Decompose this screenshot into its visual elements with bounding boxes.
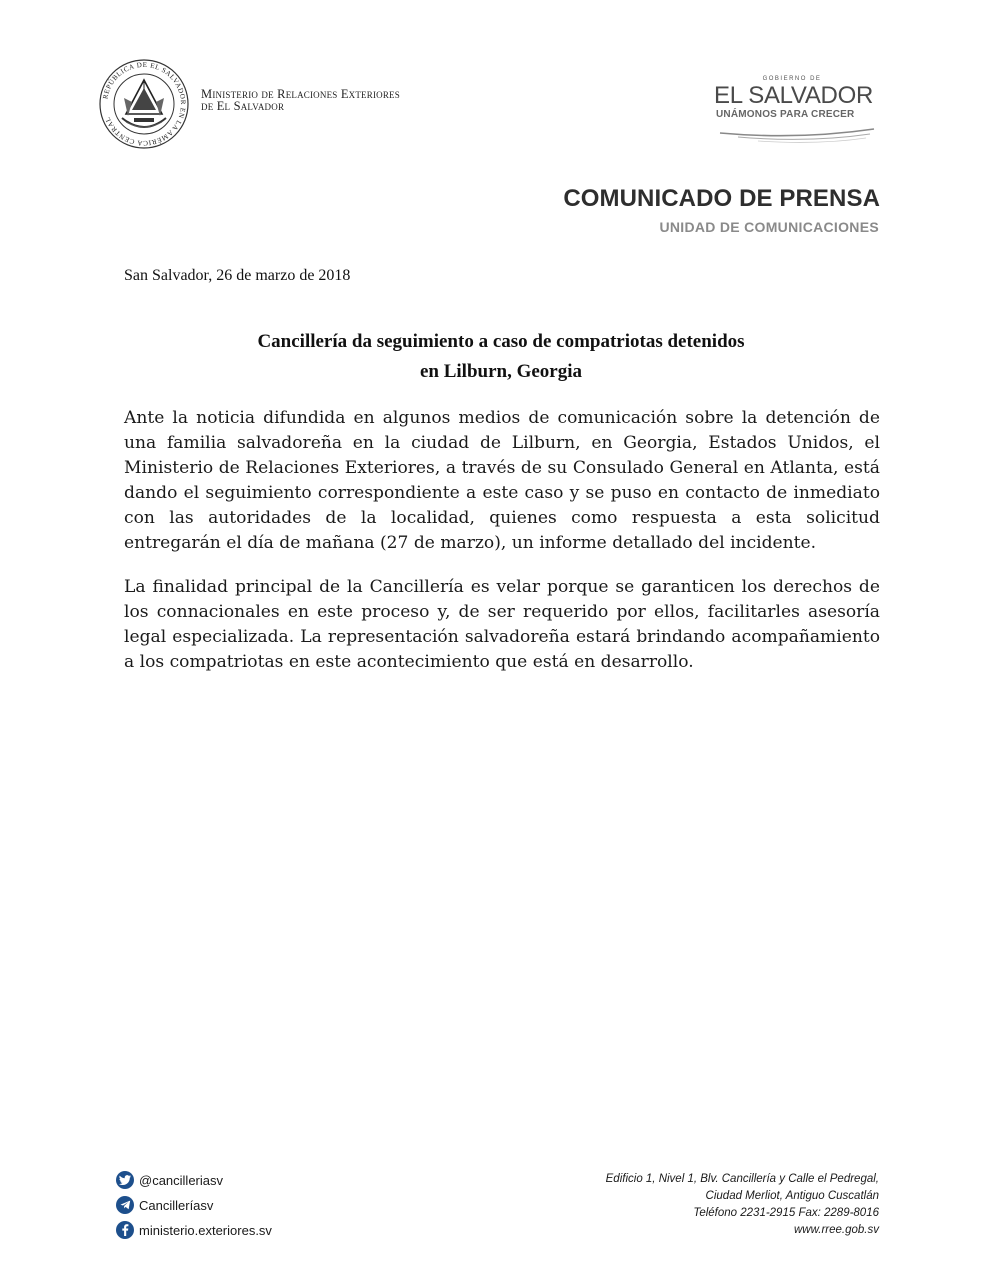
telegram-link[interactable] [116, 1195, 272, 1215]
facebook-link[interactable] [116, 1220, 272, 1240]
address-line-1: Edificio 1, Nivel 1, Blv. Cancillería y Calle el Pedregal, [605, 1173, 879, 1185]
gob-small-label: GOBIERNO DE [762, 76, 822, 82]
svg-text:REPÚBLICA DE EL SALVADOR EN LA: REPÚBLICA DE EL SALVADOR EN LA AMÉRICA CENTRAL [101, 60, 188, 148]
date-line: San Salvador, 26 de marzo de 2018 [124, 267, 351, 284]
body-paragraph-1: Ante la noticia difundida en algunos medios de comunicación sobre la detención de una familia salvadoreña en la ciudad de Lilburn, en Georgia, Estados Unidos, el Ministerio de Relaciones Exteriores, a través de su Consulado General en Atlanta, está dando el seguimiento correspondiente a este caso y se puso en contacto de inmediato con las autoridades de la localidad, quienes como respuesta a esta solicitud entregarán el día de mañana (27 de marzo), un informe detallado del incidente. [124, 408, 880, 553]
headline [124, 327, 878, 387]
twitter-link[interactable] [116, 1170, 272, 1190]
body-paragraph-2: La finalidad principal de la Cancillería es velar porque se garanticen los derechos de los connacionales en este proceso y, de ser requerido por ellos, facilitarles asesoría legal especializada. La representación salvadoreña estará brindando acompañamiento a los compatriotas en este acontecimiento que está en desarrollo. [124, 577, 880, 672]
footer-address [606, 1171, 879, 1239]
headline-line-1: Cancillería da seguimiento a caso de compatriotas detenidos [257, 331, 745, 352]
address-line-2: Ciudad Merliot, Antiguo Cuscatlán [705, 1190, 879, 1202]
coat-of-arms-seal [98, 58, 190, 150]
ministry-line-1: Ministerio de Relaciones Exteriores [201, 87, 400, 101]
telegram-handle: Cancilleríasv [139, 1197, 214, 1213]
facebook-handle: ministerio.exteriores.sv [139, 1222, 272, 1238]
ministry-name [201, 88, 400, 112]
body-text [124, 406, 880, 694]
facebook-icon [116, 1221, 134, 1239]
website-link[interactable]: www.rree.gob.sv [793, 1224, 879, 1236]
communications-unit-subtitle: UNIDAD DE COMUNICACIONES [659, 219, 879, 235]
press-release-title: COMUNICADO DE PRENSA [563, 185, 880, 212]
gob-slogan-label: UNÁMONOS PARA CRECER [716, 109, 855, 120]
headline-line-2: en Lilburn, Georgia [419, 361, 583, 382]
gob-main-label: EL SALVADOR [714, 82, 873, 109]
telegram-icon [116, 1196, 134, 1214]
logo-swoosh-icon [698, 74, 878, 146]
twitter-handle: @cancilleriasv [139, 1172, 223, 1188]
address-line-3: Teléfono 2231-2915 Fax: 2289-8016 [693, 1207, 879, 1219]
twitter-icon [116, 1171, 134, 1189]
social-links [116, 1170, 272, 1245]
ministry-line-2: de El Salvador [201, 99, 285, 113]
